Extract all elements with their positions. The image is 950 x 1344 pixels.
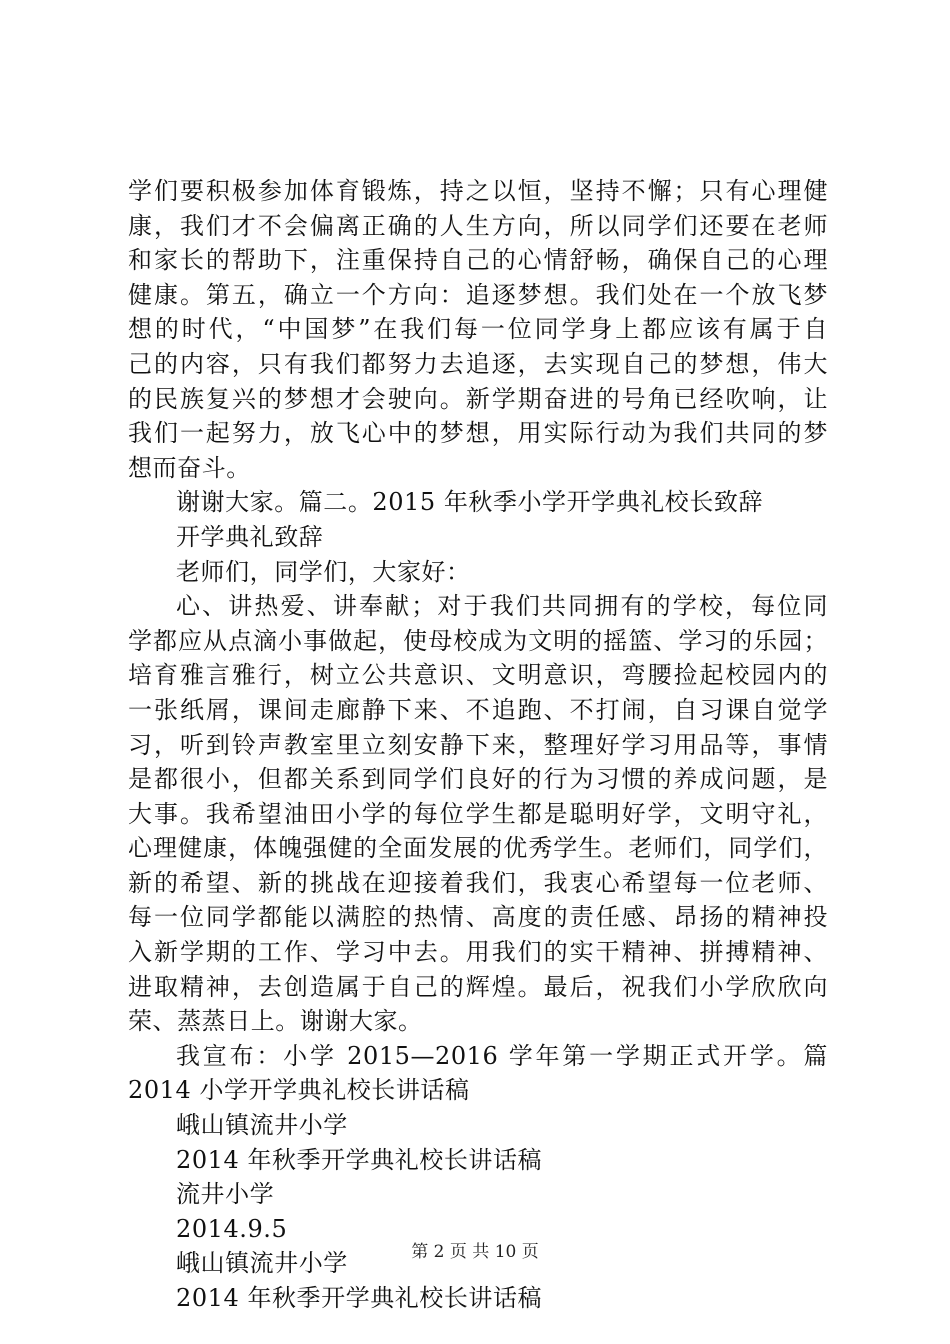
text-line: 康，我们才不会偏离正确的人生方向，所以同学们还要在老师 (128, 211, 828, 240)
text-line: 己的内容，只有我们都努力去追逐，去实现自己的梦想，伟大 (128, 349, 828, 378)
text-line: 荣、蒸蒸日上。谢谢大家。 (128, 1007, 423, 1036)
text-line: 谢谢大家。篇二。2015 年秋季小学开学典礼校长致辞 (176, 488, 764, 517)
text-line: 开学典礼致辞 (176, 522, 324, 551)
text-line: 峨山镇流井小学 (176, 1249, 348, 1278)
text-line: 健康。第五，确立一个方向：追逐梦想。我们处在一个放飞梦 (128, 280, 828, 309)
text-line: 大事。我希望油田小学的每位学生都是聪明好学，文明守礼， (128, 799, 828, 828)
text-line: 我们一起努力，放飞心中的梦想，用实际行动为我们共同的梦 (128, 419, 828, 448)
text-line: 培育雅言雅行，树立公共意识、文明意识，弯腰捡起校园内的 (128, 661, 828, 690)
text-line: 想的时代，“中国梦”在我们每一位同学身上都应该有属于自 (128, 315, 828, 344)
text-line: 入新学期的工作、学习中去。用我们的实干精神、拼搏精神、 (128, 938, 828, 967)
text-line: 进取精神，去创造属于自己的辉煌。最后，祝我们小学欣欣向 (128, 972, 828, 1001)
text-line: 新的希望、新的挑战在迎接着我们，我衷心希望每一位老师、 (128, 868, 828, 897)
text-line: 想而奋斗。 (128, 453, 251, 482)
page-footer: 第 2 页 共 10 页 (411, 1242, 539, 1262)
text-line: 学们要积极参加体育锻炼，持之以恒，坚持不懈；只有心理健 (128, 177, 828, 205)
text-line: 流井小学 (176, 1180, 275, 1209)
text-line: 的民族复兴的梦想才会驶向。新学期奋进的号角已经吹响，让 (128, 384, 828, 413)
text-line: 峨山镇流井小学 (176, 1111, 348, 1140)
text-line: 习，听到铃声教室里立刻安静下来，整理好学习用品等，事情 (128, 730, 828, 759)
text-line: 一张纸屑，课间走廊静下来、不追跑、不打闹，自习课自觉学 (128, 695, 828, 724)
text-line: 是都很小，但都关系到同学们良好的行为习惯的养成问题，是 (128, 765, 828, 794)
text-line: 2014 年秋季开学典礼校长讲话稿 (176, 1284, 543, 1312)
text-line: 2014 小学开学典礼校长讲话稿 (128, 1076, 470, 1105)
text-line: 老师们，同学们，大家好： (176, 557, 471, 586)
text-line: 学都应从点滴小事做起，使母校成为文明的摇篮、学习的乐园； (128, 626, 828, 655)
text-line: 和家长的帮助下，注重保持自己的心情舒畅，确保自己的心理 (128, 246, 828, 275)
text-line: 2014 年秋季开学典礼校长讲话稿 (176, 1145, 543, 1174)
text-line: 我宣布：小学 2015—2016 学年第一学期正式开学。篇 (176, 1041, 828, 1070)
text-line: 每一位同学都能以满腔的热情、高度的责任感、昂扬的精神投 (128, 903, 828, 932)
text-line: 心、讲热爱、讲奉献；对于我们共同拥有的学校，每位同 (176, 592, 828, 621)
text-line: 2014.9.5 (176, 1214, 288, 1243)
document-body (128, 174, 828, 1316)
text-line: 心理健康，体魄强健的全面发展的优秀学生。老师们，同学们， (128, 834, 828, 863)
